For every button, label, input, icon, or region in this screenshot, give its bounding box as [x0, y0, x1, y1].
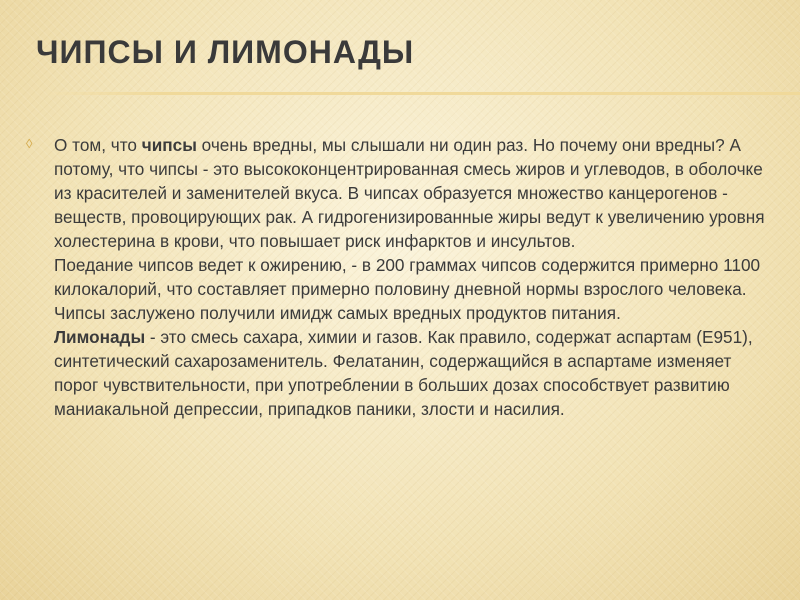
diamond-outline-icon: ◊	[26, 136, 33, 151]
lemonade-harm-text: - это смесь сахара, химии и газов. Как правило, содержат аспартам (Е951), синтетический сахарозаменитель. Фелатанин, содержащийся в аспартаме изменяет порог чувствительности, при употреблении в больших дозах способствует развитию маниакальной депрессии, припадков паники, злости и насилия.	[54, 327, 753, 419]
lemonade-bold-word: Лимонады	[54, 327, 146, 347]
chips-image-text: Чипсы заслужено получили имидж самых вредных продуктов питания.	[54, 303, 621, 323]
chips-harm-text: очень вредны, мы слышали ни один раз. Но почему они вредны? А потому, что чипсы - это высококонцентрированная смесь жиров и углеводов, в оболочке из красителей и заменителей вкуса. В чипсах образуется множество канцерогенов - веществ, провоцирующих рак. А гидрогенизированные жиры ведут к увеличению уровня холестерина в крови, что повышает риск инфарктов и инсультов.	[54, 135, 765, 251]
chips-obesity-text: Поедание чипсов ведет к ожирению, - в 200 граммах чипсов содержится примерно 1100 килокалорий, что составляет примерно половину дневной нормы взрослого человека.	[54, 255, 761, 299]
slide-title: ЧИПСЫ И ЛИМОНАДЫ	[36, 34, 415, 70]
chips-intro-text: О том, что	[54, 135, 142, 155]
bullet-paragraph	[26, 133, 778, 421]
title-underline	[48, 92, 800, 95]
chips-bold-word: чипсы	[141, 135, 197, 155]
slide-body	[26, 133, 778, 421]
